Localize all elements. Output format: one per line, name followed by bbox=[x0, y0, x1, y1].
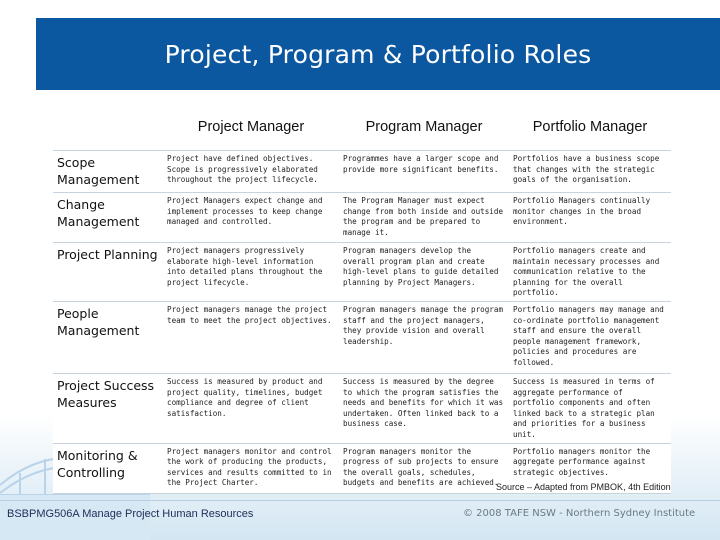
title-bar bbox=[36, 18, 720, 90]
table-cell: Success is measured by product and project quality, timelines, budget compliance and degree of client satisfaction. bbox=[163, 373, 339, 443]
row-label-change-management: Change Management bbox=[53, 193, 163, 243]
row-label-project-success-measures: Project Success Measures bbox=[53, 373, 163, 443]
row-label-project-planning: Project Planning bbox=[53, 243, 163, 302]
table-cell: Portfolio managers may manage and co-ordinate portfolio management staff and ensure the overall people management framework, policies and procedures are followed. bbox=[509, 301, 671, 373]
table-cell: Program managers manage the program staff and the project managers, they provide vision and overall leadership. bbox=[339, 301, 509, 373]
unit-code-title: BSBPMG506A Manage Project Human Resources bbox=[7, 508, 254, 520]
source-note: Source – Adapted from PMBOK, 4th Edition bbox=[496, 482, 671, 492]
table-cell: Program managers develop the overall program plan and create high-level plans to guide detailed planning by Project Managers. bbox=[339, 243, 509, 302]
table-cell: The Program Manager must expect change from both inside and outside the program and be prepared to manage it. bbox=[339, 193, 509, 243]
table-row bbox=[53, 301, 671, 373]
table-row bbox=[53, 151, 671, 193]
table-row bbox=[53, 243, 671, 302]
footer-divider bbox=[0, 500, 720, 501]
table-cell: Portfolio managers create and maintain necessary processes and communication relative to the planning for the overall portfolio. bbox=[509, 243, 671, 302]
table-cell: Project Managers expect change and implement processes to keep change managed and controlled. bbox=[163, 193, 339, 243]
table-cell: Project have defined objectives. Scope is progressively elaborated throughout the project lifecycle. bbox=[163, 151, 339, 193]
row-label-people-management: People Management bbox=[53, 301, 163, 373]
row-label-scope-management: Scope Management bbox=[53, 151, 163, 193]
table-row bbox=[53, 193, 671, 243]
table-cell: Portfolios have a business scope that changes with the strategic goals of the organisation. bbox=[509, 151, 671, 193]
table-cell: Success is measured in terms of aggregate performance of portfolio components and often linked back to a strategic plan and priorities for a business unit. bbox=[509, 373, 671, 443]
table-cell: Portfolio Managers continually monitor changes in the broad environment. bbox=[509, 193, 671, 243]
table-cell: Programmes have a larger scope and provide more significant benefits. bbox=[339, 151, 509, 193]
table-cell: Program managers monitor the progress of sub projects to ensure the overall goals, schedules, budgets and benefits are achieved. bbox=[339, 443, 509, 493]
table-cell: Success is measured by the degree to which the program satisfies the needs and benefits for which it was undertaken. Often linked back to a business case. bbox=[339, 373, 509, 443]
column-header-program-manager: Program Manager bbox=[339, 104, 509, 151]
table-cell: Portfolio managers monitor the aggregate performance against strategic objectives. bbox=[509, 443, 671, 493]
roles-table bbox=[53, 104, 671, 494]
table-header-row bbox=[53, 104, 671, 151]
corner-cell bbox=[53, 104, 163, 151]
row-label-monitoring-controlling: Monitoring & Controlling bbox=[53, 443, 163, 493]
column-header-portfolio-manager: Portfolio Manager bbox=[509, 104, 671, 151]
table-cell: Project managers manage the project team to meet the project objectives. bbox=[163, 301, 339, 373]
table-cell: Project managers progressively elaborate high-level information into detailed plans throughout the project lifecycle. bbox=[163, 243, 339, 302]
column-header-project-manager: Project Manager bbox=[163, 104, 339, 151]
copyright-notice: © 2008 TAFE NSW - Northern Sydney Institute bbox=[463, 508, 696, 519]
slide-title: Project, Program & Portfolio Roles bbox=[164, 39, 592, 69]
table-row bbox=[53, 373, 671, 443]
table-cell: Project managers monitor and control the work of producing the products, services and results committed to in the Project Charter. bbox=[163, 443, 339, 493]
